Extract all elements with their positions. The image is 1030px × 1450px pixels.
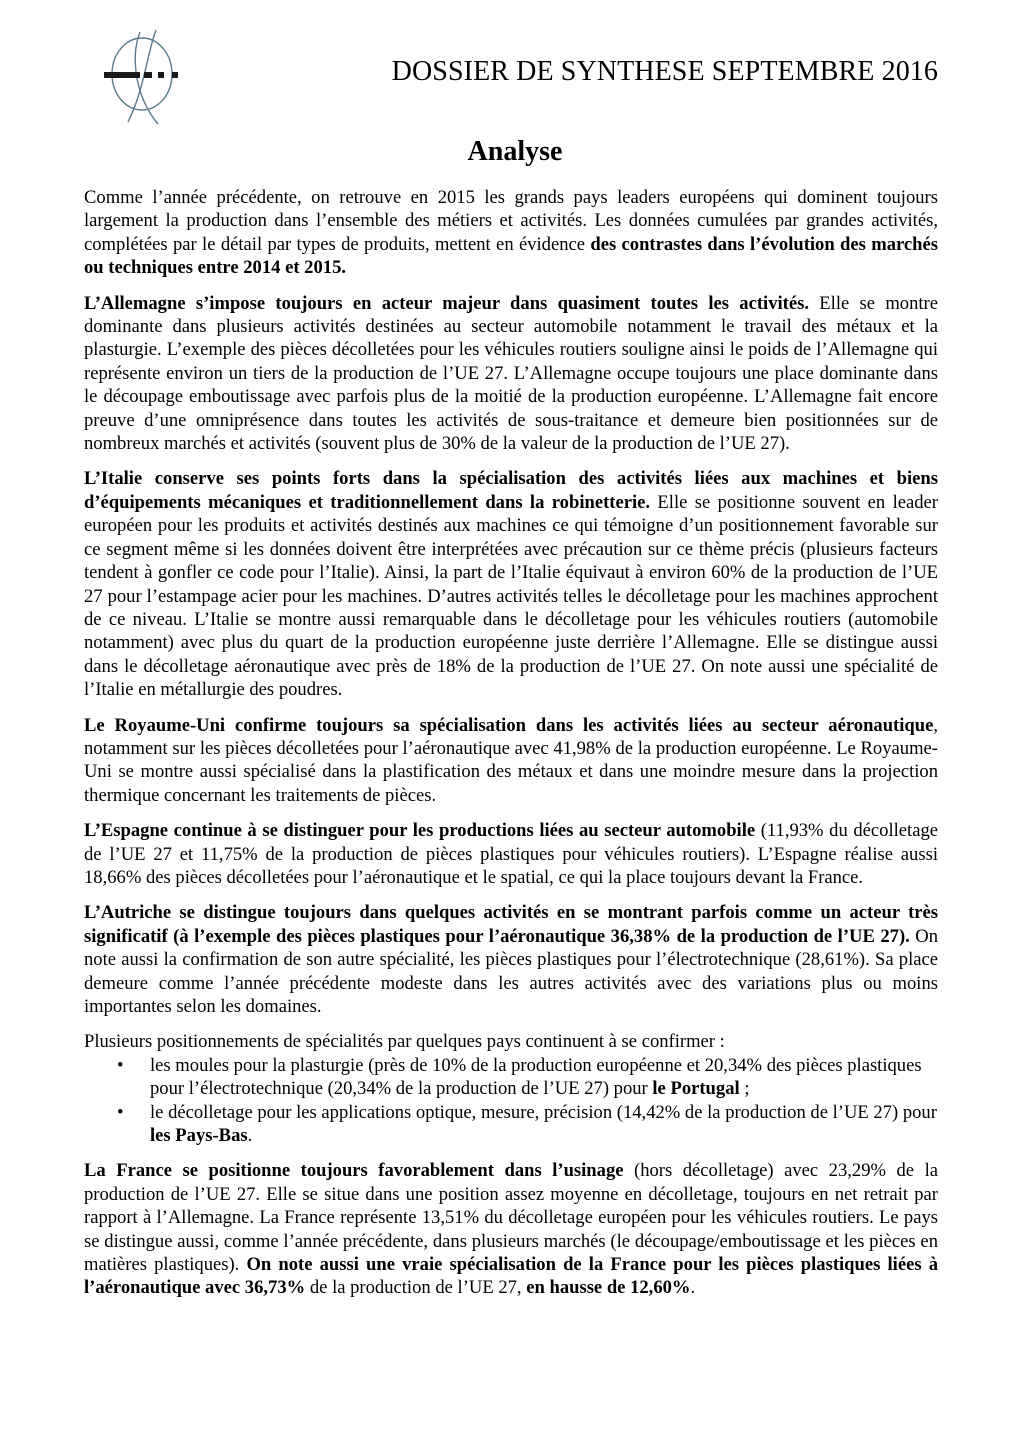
paragraph-text: . bbox=[690, 1277, 696, 1299]
bullet-list bbox=[84, 1054, 938, 1148]
paragraph-emphasis: L’Allemagne s’impose toujours en acteur majeur dans quasiment toutes les activités. bbox=[84, 292, 809, 314]
bullet-icon: • bbox=[117, 1101, 124, 1123]
paragraph-text: Elle se montre dominante dans plusieurs activités destinées au secteur automobile notamment le travail des métaux et la plasturgie. L’exemple des pièces décolletées pour les véhicules routiers souligne ainsi le poids de l’Allemagne qui représente environ un tiers de la production de l’UE 27. L’Allemagne occupe toujours une place dominante dans le découpage emboutissage avec parfois plus de la moitié de la production européenne. L’Allemagne fait encore preuve d’une omniprésence dans toutes les activités de sous-traitance et demeure bien positionnées sur de nombreux marchés et activités (souvent plus de 30% de la valeur de la production de l’UE 27). bbox=[84, 292, 938, 455]
paragraph-emphasis: L’Italie conserve ses points forts dans la spécialisation des activités liées aux machines et biens d’équipements mécaniques et traditionnellement dans la robinetterie. bbox=[84, 468, 938, 513]
list-item bbox=[84, 1054, 938, 1101]
list-item-text: le décolletage pour les applications optique, mesure, précision (14,42% de la production de l’UE 27) pour bbox=[150, 1101, 937, 1123]
list-item-emphasis: les Pays-Bas bbox=[150, 1125, 248, 1147]
logo bbox=[100, 28, 192, 128]
paragraph-emphasis: L’Espagne continue à se distinguer pour les productions liées au secteur automobile bbox=[84, 820, 756, 842]
list-item-tail: . bbox=[247, 1125, 253, 1147]
paragraph-text: (11,93% du décolletage de l’UE 27 et 11,75% de la production de pièces plastiques pour véhicules routiers). L’Espagne réalise aussi 18,66% des pièces décolletées pour l’aéronautique et le spatial, ce qui la place toujours devant la France. bbox=[84, 820, 938, 888]
paragraph-espagne bbox=[84, 819, 938, 889]
paragraph-italie bbox=[84, 467, 938, 701]
paragraph-royaume-uni bbox=[84, 714, 938, 808]
paragraph-autriche bbox=[84, 901, 938, 1018]
logo-graphic bbox=[100, 28, 192, 128]
paragraph-emphasis: L’Autriche se distingue toujours dans quelques activités en se montrant parfois comme un acteur très significatif (à l’exemple des pièces plastiques pour l’aéronautique 36,38% de la production de l’UE 27). bbox=[84, 902, 938, 947]
paragraph-emphasis: La France se positionne toujours favorablement dans l’usinage bbox=[84, 1160, 624, 1182]
paragraph-emphasis: des contrastes dans l’évolution des marchés ou techniques entre 2014 et 2015. bbox=[84, 233, 938, 279]
document-header-title: DOSSIER DE SYNTHESE SEPTEMBRE 2016 bbox=[391, 56, 938, 87]
list-item-text: les moules pour la plasturgie (près de 10% de la production européenne et 20,34% des pièces plastiques pour l’électrotechnique (20,34% de la production de l’UE 27) pour bbox=[150, 1054, 922, 1100]
paragraph-intro bbox=[84, 186, 938, 280]
page-title: Analyse bbox=[467, 136, 563, 167]
bullet-icon: • bbox=[117, 1054, 124, 1076]
paragraph-emphasis: en hausse de 12,60% bbox=[526, 1277, 691, 1299]
document-body bbox=[84, 186, 938, 1312]
paragraph-emphasis: On note aussi une vraie spécialisation de la France pour les pièces plastiques liées à l’aéronautique avec 36,73% bbox=[84, 1254, 938, 1299]
paragraph-text: (hors décolletage) avec 23,29% de la production de l’UE 27. Elle se situe dans une position assez moyenne en décolletage, toujours en net retrait par rapport à l’Allemagne. La France représente 13,51% du décolletage européen pour les véhicules routiers. Le pays se distingue aussi, comme l’année précédente, dans plusieurs marchés (le découpage/emboutissage et les pièces en matières plastiques). bbox=[84, 1160, 938, 1276]
paragraph-text: Comme l’année précédente, on retrouve en 2015 les grands pays leaders européens qui dominent toujours largement la production dans l’ensemble des métiers et activités. Les données cumulées par grandes activités, complétées par le détail par types de produits, mettent en évidence bbox=[84, 187, 938, 255]
list-item-emphasis: le Portugal bbox=[652, 1078, 740, 1100]
paragraph-text: On note aussi la confirmation de son autre spécialité, les pièces plastiques pour l’électrotechnique (28,61%). Sa place demeure comme l’année précédente modeste dans les autres activités avec des variations plus ou moins importantes selon les domaines. bbox=[84, 925, 938, 1017]
paragraph-allemagne bbox=[84, 292, 938, 456]
list-item-tail: ; bbox=[739, 1078, 750, 1100]
paragraph-text: de la production de l’UE 27, bbox=[305, 1277, 527, 1299]
paragraph-text: , notamment sur les pièces décolletées pour l’aéronautique avec 41,98% de la production européenne. Le Royaume-Uni se montre aussi spécialisé dans la plastification des métaux et dans une moindre mesure dans la projection thermique concernant les traitements de pièces. bbox=[84, 714, 938, 806]
list-item bbox=[84, 1101, 938, 1148]
paragraph-emphasis: Le Royaume-Uni confirme toujours sa spécialisation dans les activités liées au secteur aéronautique bbox=[84, 714, 934, 736]
paragraph-text: Elle se positionne souvent en leader européen pour les produits et activités destinés aux machines ce qui témoigne d’un positionnement favorable sur ce segment même si les données doivent être interprétées avec précaution sur ce thème précis (plusieurs facteurs tendent à gonfler ce code pour l’Italie). Ainsi, la part de l’Italie équivaut à environ 60% de la production de l’UE 27 pour l’estampage acier pour les machines. D’autres activités telles le décolletage pour les machines approchent de ce niveau. L’Italie se montre aussi remarquable dans le décolletage pour les véhicules routiers (automobile notamment) avec plus du quart de la production européenne juste derrière l’Allemagne. Elle se distingue aussi dans le décolletage aéronautique avec près de 18% de la production de l’UE 27. On note aussi une spécialité de l’Italie en métallurgie des poudres. bbox=[84, 491, 938, 701]
paragraph-specialites-intro: Plusieurs positionnements de spécialités par quelques pays continuent à se confirmer : bbox=[84, 1031, 725, 1053]
paragraph-france bbox=[84, 1159, 938, 1299]
